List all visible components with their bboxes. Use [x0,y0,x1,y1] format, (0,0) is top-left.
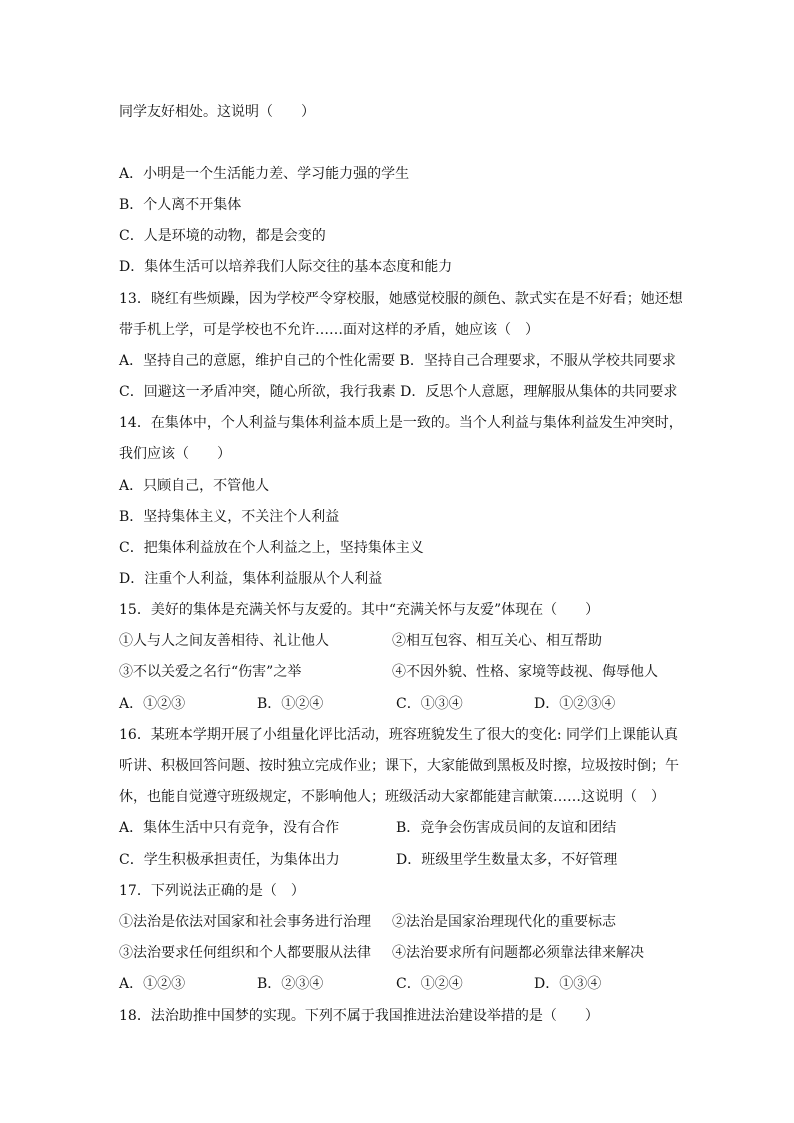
q17-choice-a: A．①②③ [119,976,186,992]
q13-stem-line-1: 13．晓红有些烦躁，因为学校严令穿校服，她感觉校服的颜色、款式实在是不好看；她还想 [119,291,683,307]
q17-choice-c: C．①②④ [396,976,463,992]
q14-option-d: D．注重个人利益，集体利益服从个人利益 [119,571,383,587]
q16-option-a: A．集体生活中只有竞争，没有合作 [119,820,340,836]
q15-choice-c: C．①③④ [396,696,463,712]
q15-item-3: ③不以关爱之名行“伤害”之举 [119,664,302,680]
q15-item-1: ①人与人之间友善相待、礼让他人 [119,633,329,649]
q12-stem-tail: 同学友好相处。这说明（ ） [119,104,315,120]
q15-choice-d: D．①②③④ [534,696,616,712]
q13-options-ab: A．坚持自己的意愿，维护自己的个性化需要 B．坚持自己合理要求，不服从学校共同要求 [119,353,676,369]
q12-option-a: A．小明是一个生活能力差、学习能力强的学生 [119,166,410,182]
q13-stem-line-2: 带手机上学，可是学校也不允许……面对这样的矛盾，她应该（ ） [119,322,539,338]
q15-item-4: ④不因外貌、性格、家境等歧视、侮辱他人 [392,664,658,680]
q16-stem-line-2: 听讲、积极回答问题、按时独立完成作业；课下，大家能做到黑板及时擦，垃圾按时倒；午 [119,758,679,774]
q14-option-a: A．只顾自己，不管他人 [119,478,270,494]
q16-option-d: D．班级里学生数量太多，不好管理 [396,852,618,868]
q15-item-2: ②相互包容、相互关心、相互帮助 [392,633,602,649]
q12-option-b: B．个人离不开集体 [119,197,242,213]
q16-stem-line-3: 休，也能自觉遵守班级规定，不影响他人；班级活动大家都能建言献策……这说明（ ） [119,789,665,805]
q14-stem-line-2: 我们应该（ ） [119,446,231,462]
q17-item-1: ①法治是依法对国家和社会事务进行治理 [119,914,371,930]
q17-item-2: ②法治是国家治理现代化的重要标志 [392,914,616,930]
q13-options-cd: C．回避这一矛盾冲突，随心所欲，我行我素 D．反思个人意愿，理解服从集体的共同要求 [119,384,678,400]
q15-choice-b: B．①②④ [257,696,324,712]
q16-stem-line-1: 16．某班本学期开展了小组量化评比活动，班容班貌发生了很大的变化: 同学们上课能认真 [119,727,678,743]
q15-choice-a: A．①②③ [119,696,186,712]
q17-stem: 17．下列说法正确的是（ ） [119,883,305,899]
q14-option-b: B．坚持集体主义，不关注个人利益 [119,509,340,525]
q14-stem-line-1: 14．在集体中，个人利益与集体利益本质上是一致的。当个人利益与集体利益发生冲突时， [119,415,683,431]
q17-choice-b: B．②③④ [257,976,324,992]
q15-stem: 15．美好的集体是充满关怀与友爱的。其中“充满关怀与友爱”体现在（ ） [119,602,600,618]
q17-choice-d: D．①③④ [534,976,602,992]
q16-option-b: B．竞争会伤害成员间的友谊和团结 [396,820,617,836]
q17-item-4: ④法治要求所有问题都必须靠法律来解决 [392,945,644,961]
q17-item-3: ③法治要求任何组织和个人都要服从法律 [119,945,371,961]
q12-option-c: C．人是环境的动物，都是会变的 [119,228,326,244]
q12-option-d: D．集体生活可以培养我们人际交往的基本态度和能力 [119,259,453,275]
q16-option-c: C．学生积极承担责任，为集体出力 [119,852,340,868]
q18-stem: 18．法治助推中国梦的实现。下列不属于我国推进法治建设举措的是（ ） [119,1008,599,1024]
q14-option-c: C．把集体利益放在个人利益之上，坚持集体主义 [119,540,424,556]
